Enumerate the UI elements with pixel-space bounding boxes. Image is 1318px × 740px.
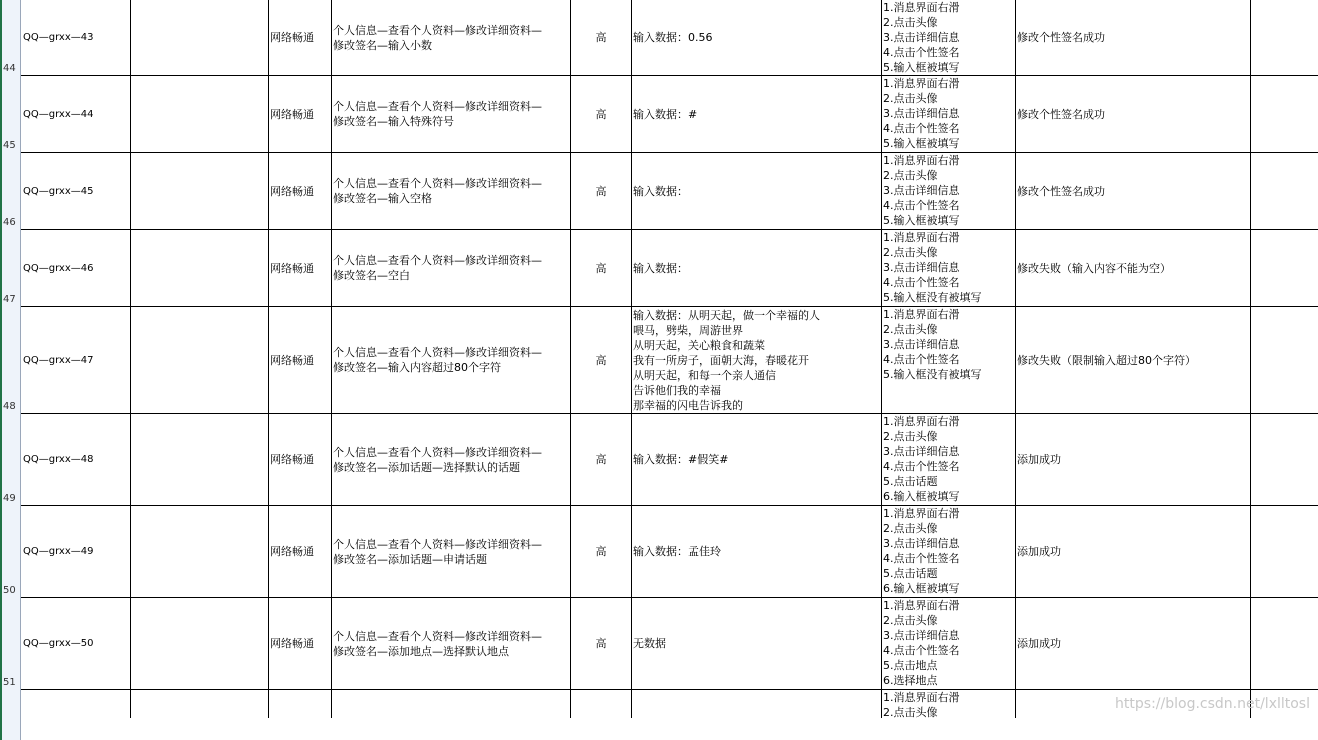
expected-cell[interactable]: 修改失败（输入内容不能为空） [1017, 261, 1171, 275]
column-gridline [268, 0, 269, 718]
steps-cell[interactable]: 1.消息界面右滑 2.点击头像 3.点击详细信息 4.点击个性签名 5.输入框被填写 [883, 77, 960, 150]
blank-cell[interactable] [132, 414, 267, 505]
input-cell[interactable]: 输入数据： [633, 261, 688, 275]
path-cell[interactable]: 个人信息—查看个人资料—修改详细资料— 修改签名—输入小数 [333, 23, 542, 52]
watermark-text: https://blog.csdn.net/lxlltosl [1115, 696, 1310, 712]
network-cell[interactable]: 网络畅通 [270, 545, 314, 558]
blank-cell[interactable] [132, 506, 267, 597]
input-cell[interactable]: 无数据 [633, 637, 666, 650]
expected-cell[interactable]: 添加成功 [1017, 637, 1061, 650]
priority-cell[interactable]: 高 [595, 545, 607, 558]
column-gridline [1015, 0, 1016, 718]
row-number: 48 [3, 401, 16, 412]
row-number: 45 [3, 140, 16, 151]
column-gridline [331, 0, 332, 718]
priority-cell[interactable]: 高 [595, 353, 607, 367]
path-cell[interactable]: 个人信息—查看个人资料—修改详细资料— 修改签名—输入内容超过80个字符 [333, 346, 542, 374]
blank-cell[interactable] [1252, 76, 1317, 152]
input-cell[interactable]: 输入数据： [633, 184, 688, 198]
priority-cell[interactable]: 高 [595, 637, 607, 650]
priority-cell[interactable]: 高 [595, 184, 607, 198]
row-header[interactable] [0, 306, 21, 413]
network-cell[interactable]: 网络畅通 [270, 453, 314, 466]
blank-cell[interactable] [132, 76, 267, 152]
path-cell[interactable]: 个人信息—查看个人资料—修改详细资料— 修改签名—添加话题—选择默认的话题 [333, 445, 542, 474]
row-number: 49 [3, 493, 16, 504]
network-cell[interactable] [270, 690, 330, 740]
input-cell[interactable]: 输入数据：0.56 [633, 31, 713, 44]
column-gridline [631, 0, 632, 718]
input-cell[interactable] [633, 690, 880, 740]
case-id-cell[interactable]: QQ—grxx—46 [23, 262, 94, 274]
row-header[interactable] [0, 75, 21, 152]
row-number: 47 [3, 294, 16, 305]
case-id-cell[interactable]: QQ—grxx—44 [23, 108, 94, 120]
network-cell[interactable]: 网络畅通 [270, 107, 314, 121]
case-id-cell[interactable]: QQ—grxx—49 [23, 546, 94, 557]
path-cell[interactable] [333, 690, 569, 740]
column-gridline [881, 0, 882, 718]
case-id-cell[interactable]: QQ—grxx—47 [23, 354, 94, 366]
steps-cell[interactable]: 1.消息界面右滑 2.点击头像 3.点击详细信息 4.点击个性签名 5.输入框没有被填写 [883, 231, 982, 304]
blank-cell[interactable] [132, 598, 267, 689]
row-header[interactable] [0, 0, 21, 75]
steps-cell[interactable]: 1.消息界面右滑 2.点击头像 3.点击详细信息 4.点击个性签名 5.输入框没有被填写 [883, 308, 982, 381]
priority-cell[interactable]: 高 [595, 107, 607, 121]
path-cell[interactable]: 个人信息—查看个人资料—修改详细资料— 修改签名—添加地点—选择默认地点 [333, 629, 542, 658]
network-cell[interactable]: 网络畅通 [270, 637, 314, 650]
row-number: 44 [3, 63, 16, 74]
case-id-cell[interactable] [23, 690, 129, 740]
input-cell[interactable]: 输入数据：从明天起，做一个幸福的人 喂马，劈柴，周游世界 从明天起，关心粮食和蔬菜 我有一所房子，面朝大海，春暖花开 从明天起，和每一个亲人通信 告诉他们我的幸福 那幸福的闪电告诉我的 [633, 308, 820, 412]
path-cell[interactable]: 个人信息—查看个人资料—修改详细资料— 修改签名—输入特殊符号 [333, 100, 542, 128]
steps-cell[interactable]: 1.消息界面右滑 2.点击头像 [883, 691, 960, 719]
steps-cell[interactable]: 1.消息界面右滑 2.点击头像 3.点击详细信息 4.点击个性签名 5.输入框被填写 [883, 154, 960, 227]
network-cell[interactable]: 网络畅通 [270, 184, 314, 198]
network-cell[interactable]: 网络畅通 [270, 31, 314, 44]
blank-cell[interactable] [132, 690, 267, 740]
blank-cell[interactable] [1252, 506, 1317, 597]
blank-cell[interactable] [132, 307, 267, 413]
blank-cell[interactable] [1252, 230, 1317, 306]
blank-cell[interactable] [1252, 0, 1317, 75]
path-cell[interactable]: 个人信息—查看个人资料—修改详细资料— 修改签名—空白 [333, 254, 542, 282]
path-cell[interactable]: 个人信息—查看个人资料—修改详细资料— 修改签名—输入空格 [333, 177, 542, 205]
case-id-cell[interactable]: QQ—grxx—48 [23, 454, 94, 465]
blank-cell[interactable] [132, 0, 267, 75]
row-number: 50 [3, 585, 16, 596]
blank-cell[interactable] [132, 230, 267, 306]
expected-cell[interactable]: 添加成功 [1017, 545, 1061, 558]
blank-cell[interactable] [1252, 307, 1317, 413]
row-header[interactable] [0, 229, 21, 306]
expected-cell[interactable]: 修改个性签名成功 [1017, 184, 1105, 198]
steps-cell[interactable]: 1.消息界面右滑 2.点击头像 3.点击详细信息 4.点击个性签名 5.输入框被填写 [883, 1, 960, 74]
steps-cell[interactable]: 1.消息界面右滑 2.点击头像 3.点击详细信息 4.点击个性签名 5.点击话题 6.输入框被填写 [883, 507, 960, 595]
row-header[interactable] [0, 413, 21, 505]
column-gridline [570, 0, 571, 718]
blank-cell[interactable] [1252, 153, 1317, 229]
case-id-cell[interactable]: QQ—grxx—50 [23, 638, 94, 649]
steps-cell[interactable]: 1.消息界面右滑 2.点击头像 3.点击详细信息 4.点击个性签名 5.点击地点 6.选择地点 [883, 599, 960, 687]
input-cell[interactable]: 输入数据：# [633, 107, 698, 121]
network-cell[interactable]: 网络畅通 [270, 353, 314, 367]
blank-cell[interactable] [1252, 598, 1317, 689]
path-cell[interactable]: 个人信息—查看个人资料—修改详细资料— 修改签名—添加话题—申请话题 [333, 537, 542, 566]
column-gridline [130, 0, 131, 718]
row-number: 51 [3, 677, 16, 688]
priority-cell[interactable]: 高 [595, 453, 607, 466]
column-gridline [1250, 0, 1251, 718]
row-header[interactable] [0, 152, 21, 229]
priority-cell[interactable]: 高 [595, 31, 607, 44]
steps-cell[interactable]: 1.消息界面右滑 2.点击头像 3.点击详细信息 4.点击个性签名 5.点击话题 6.输入框被填写 [883, 415, 960, 503]
row-number: 46 [3, 217, 16, 228]
priority-cell[interactable]: 高 [595, 261, 607, 275]
priority-cell[interactable] [572, 690, 630, 740]
expected-cell[interactable]: 修改个性签名成功 [1017, 107, 1105, 121]
input-cell[interactable]: 输入数据：孟佳玲 [633, 545, 721, 558]
blank-cell[interactable] [1252, 414, 1317, 505]
network-cell[interactable]: 网络畅通 [270, 261, 314, 275]
input-cell[interactable]: 输入数据：#假笑# [633, 453, 729, 466]
row-header[interactable] [0, 689, 21, 740]
expected-cell[interactable]: 修改失败（限制输入超过80个字符） [1017, 353, 1196, 367]
row-header[interactable] [0, 597, 21, 689]
case-id-cell[interactable]: QQ—grxx—43 [23, 32, 94, 43]
case-id-cell[interactable]: QQ—grxx—45 [23, 185, 94, 197]
expected-cell[interactable]: 添加成功 [1017, 453, 1061, 466]
row-header[interactable] [0, 505, 21, 597]
blank-cell[interactable] [132, 153, 267, 229]
expected-cell[interactable]: 修改个性签名成功 [1017, 31, 1105, 44]
